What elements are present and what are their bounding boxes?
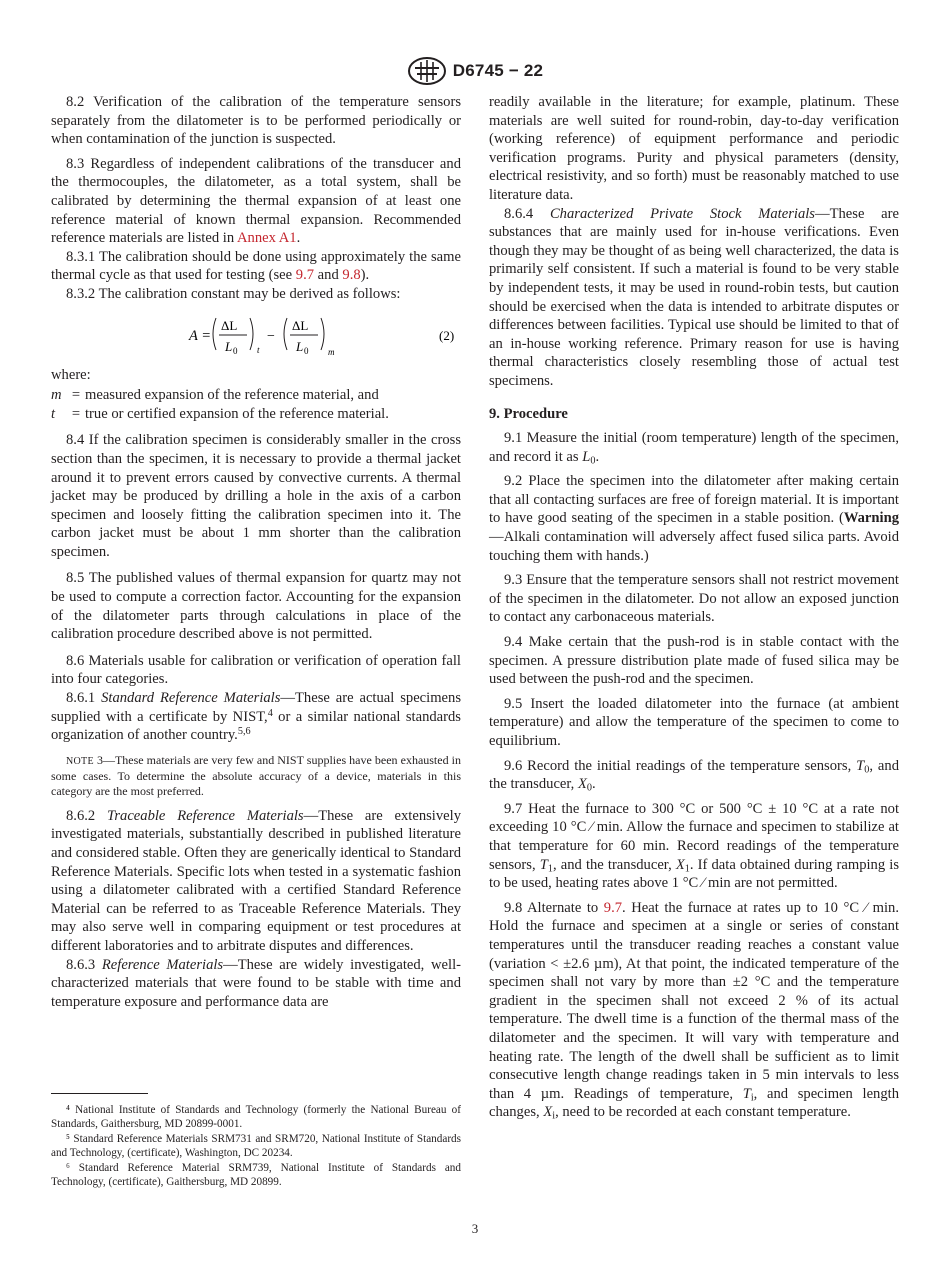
- ref-9-7-link-2[interactable]: 9.7: [603, 899, 623, 916]
- footnote-rule: [51, 1093, 148, 1094]
- para-9-7: 9.7 Heat the furnace to 300 °C or 500 °C ± 10 °C at a rate not exceeding 10 °C ⁄ min. Allow the furnace and specimen to stabilize at that temperature for 60 min. Record readings of the temperature sensors, $T_1$, and the transducer, $X_1$. If data obtained during ramping is to be used, heating rates above 1 °C ⁄ min are not permitted.: [489, 800, 899, 892]
- footnote-4: ⁴ National Institute of Standards and Technology (formerly the National Bureau of Standards, Gaithersburg, MD 20899-0001.: [51, 1104, 461, 1130]
- para-8-2: 8.2 Verification of the calibration of the temperature sensors separately from the dilatometer is to be performed periodically or when contamination of the junction is suspected.: [51, 94, 461, 148]
- para-8-6-4: 8.6.4 Characterized Private Stock Materials—These are substances that are mainly used for in-house verifications. Even though they may be thought of as being well characterized, the data is primarily self consistent. If such a material is found to be very stable by independent tests, it may be used in round-robin tests, but caution should be exercised when the data is intended to arbitrate disputes or differences between facilities. Typical use should be limited to that of an in-house working reference. Primary reason for use is having thermal characteristics closely resembling those of actual test specimens.: [489, 205, 899, 389]
- ref-9-8-link[interactable]: 9.8: [342, 267, 361, 284]
- para-9-5: 9.5 Insert the loaded dilatometer into the furnace (at ambient temperature) and allow the temperature of the specimen to come to equilibrium.: [489, 695, 899, 749]
- para-8-3-1: 8.3.1 The calibration should be done using approximately the same thermal cycle as that used for testing (see 9.7 and 9.8).: [51, 248, 461, 284]
- right-column: [489, 93, 899, 1122]
- footnote-5: ⁵ Standard Reference Materials SRM731 and SRM720, National Institute of Standards and Technology, (certificate), Washington, DC 20234.: [51, 1133, 461, 1159]
- equation-2: [51, 310, 461, 360]
- para-8-4: 8.4 If the calibration specimen is considerably smaller in the cross section than the specimen, it is necessary to provide a thermal jacket around it to prevent errors caused by convective currents. A thermal jacket may be produced by drilling a hole in the axis of a carbon specimen and loosely fitting the calibration specimen into it. The carbon jacket must be about 1 mm shorter than the calibration specimen.: [51, 432, 461, 560]
- para-9-6: 9.6 Record the initial readings of the temperature sensors, $T_0$, and the transducer, $X_0$.: [489, 757, 899, 794]
- footnotes: [51, 1103, 461, 1190]
- para-8-6-3-continued: readily available in the literature; for example, platinum. These materials are well suited for round-robin, day-to-day verification (working reference) of equipment performance and periodic verification programs. Purity and physical parameters (density, electrical resistivity, and so forth) must be reasonably matched to use literature data.: [489, 94, 899, 203]
- para-8-6-2: 8.6.2 Traceable Reference Materials—These are extensively investigated materials, substantially described in published literature and considered stable. Often they are generically identical to Standard Reference Materials. Specific lots when tested in a systematic fashion using a dilatometer calibrated with a certified Standard Reference Material can be referred to as Traceable Reference Materials. They may also serve well in comparing equipment or test procedures at different laboratories and to arbitrate disputes and differences.: [51, 807, 461, 954]
- para-9-8: 9.8 Alternate to 9.7. Heat the furnace at rates up to 10 °C ⁄ min. Hold the furnace and specimen at a single or series of constant temperatures until the transducer reading reaches a constant value (variation < ±2.6 µm), At that point, the indicated temperature of the specimen shall not vary by more than ±2 °C and the temperature gradient in the specimen shall not exceed 2 % of its actual temperature. The dwell time is a function of the thermal mass of the dilatometer and the specimen. It will vary with temperature and heating rate. The length of the dwell shall be sufficient as to limit consecutive length change readings taken in 5 min intervals to less than 4 µm. Readings of temperature, $T_i$, and specimen length changes, $X_i$, need to be recorded at each constant temperature.: [489, 899, 899, 1122]
- para-9-2: 9.2 Place the specimen into the dilatometer after making certain that all contacting surfaces are free of foreign material. It is important to have good seating of the specimen in a stable position. (Warning—Alkali contamination will adversely affect fused silica parts. Avoid touching them with hands.): [489, 473, 899, 564]
- left-column: [51, 93, 461, 1011]
- definition-list: [51, 386, 461, 423]
- eq-delta-l-1: ΔL: [221, 317, 238, 333]
- para-8-3-2: 8.3.2 The calibration constant may be derived as follows:: [66, 285, 401, 302]
- para-9-4: 9.4 Make certain that the push-rod is in stable contact with the specimen. A pressure distribution plate made of fused silica may be used between the push-rod and the specimen.: [489, 634, 899, 688]
- eq-number: (2): [439, 327, 455, 343]
- note-3: NOTE 3—These materials are very few and NIST supplies have been exhausted in some cases. To determine the absolute accuracy of a device, materials in this category are the most preferred.: [51, 752, 461, 798]
- eq-l0-sub-1: 0: [233, 345, 238, 356]
- annex-a1-link[interactable]: Annex A1: [236, 230, 297, 247]
- astm-logo-icon: [407, 56, 447, 86]
- definition-t: t = true or certified expansion of the reference material.: [51, 405, 389, 422]
- eq-l0-sub-2: 0: [304, 345, 309, 356]
- page-header: [0, 55, 950, 87]
- eq-l0-1: L: [225, 338, 233, 354]
- eq-minus: −: [267, 328, 275, 344]
- para-9-1: 9.1 Measure the initial (room temperature) length of the specimen, and record it as $L_0$.: [489, 430, 899, 467]
- eq-sub-t: t: [257, 344, 260, 355]
- designation: D6745 − 22: [452, 61, 544, 80]
- definition-m: m = measured expansion of the reference material, and: [51, 387, 379, 404]
- where-label: where:: [51, 366, 91, 383]
- para-8-5: 8.5 The published values of thermal expansion for quartz may not be used to compute a correction factor. Accounting for the expansion of the dilatometer parts through calculations in place of the calibration procedure described above is not permitted.: [51, 570, 461, 643]
- section-heading-9: 9. Procedure: [489, 405, 568, 422]
- page-number: 3: [471, 1221, 479, 1236]
- para-8-6: 8.6 Materials usable for calibration or verification of operation fall into four categories.: [51, 652, 461, 688]
- eq-sub-m: m: [328, 346, 335, 357]
- eq-l0-2: L: [296, 338, 304, 354]
- eq-delta-l-2: ΔL: [292, 317, 309, 333]
- ref-9-7-link[interactable]: 9.7: [295, 267, 315, 284]
- para-8-6-1: 8.6.1 Standard Reference Materials—These are actual specimens supplied with a certificate by NIST,$^4$ or a similar national standards organization of another country.$^{5,6}$: [51, 690, 462, 744]
- para-8-6-3: 8.6.3 Reference Materials—These are widely investigated, well-characterized materials that were found to be stable with time and temperature exposure and performance data are: [51, 956, 461, 1010]
- eq-lhs: A =: [189, 327, 212, 344]
- para-8-3: 8.3 Regardless of independent calibrations of the transducer and the thermocouples, the dilatometer, as a total system, shall be calibrated by determining the thermal expansion of at least one reference material of known thermal expansion. Recommended reference materials are listed in Annex A1.: [51, 155, 461, 247]
- footnote-6: ⁶ Standard Reference Material SRM739, National Institute of Standards and Technology, (certificate), Gaithersburg, MD 20899.: [51, 1162, 461, 1188]
- para-9-3: 9.3 Ensure that the temperature sensors shall not restrict movement of the specimen in the dilatometer. Do not allow an exposed junction to contact any carbonaceous materials.: [489, 572, 899, 626]
